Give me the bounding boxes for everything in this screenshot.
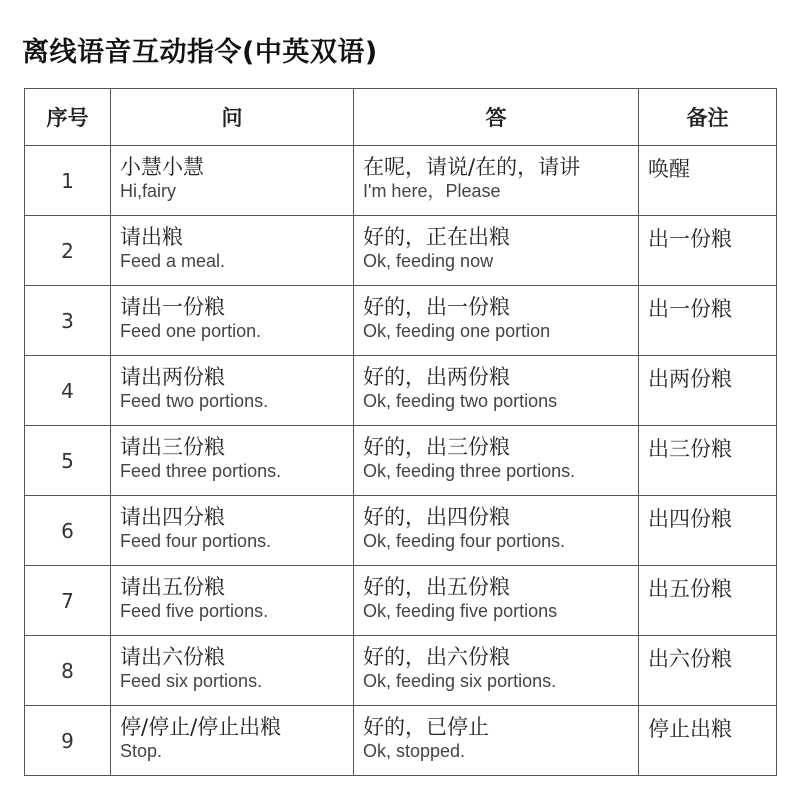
table-row	[25, 706, 777, 776]
voice-command-table	[24, 88, 777, 776]
row-number: 6	[25, 496, 111, 566]
note-text: 出一份粮	[648, 227, 732, 251]
answer-chinese: 好的，出三份粮	[363, 435, 510, 459]
ask-cell	[111, 216, 354, 286]
ask-cell	[111, 286, 354, 356]
answer-english: I'm here，Please	[363, 181, 501, 201]
note-text: 出六份粮	[648, 647, 732, 671]
ask-cell	[111, 566, 354, 636]
ask-cell	[111, 636, 354, 706]
answer-english: Ok, feeding two portions	[363, 391, 558, 411]
answer-chinese: 好的，出五份粮	[363, 575, 510, 599]
note-text: 停止出粮	[648, 717, 732, 741]
answer-chinese: 在呢，请说/在的，请讲	[363, 155, 581, 179]
header-no: 序号	[25, 89, 111, 146]
note-text: 出四份粮	[648, 507, 732, 531]
header-ask: 问	[111, 89, 354, 146]
ask-english: Feed six portions.	[120, 671, 263, 691]
answer-chinese: 好的，出四份粮	[363, 505, 510, 529]
answer-english: Ok, feeding now	[363, 251, 494, 271]
answer-cell	[354, 356, 639, 426]
note-text: 唤醒	[648, 157, 690, 181]
ask-chinese: 请出两份粮	[120, 365, 225, 389]
table-row	[25, 146, 777, 216]
answer-english: Ok, feeding five portions	[363, 601, 558, 621]
page-title: 离线语音互动指令(中英双语)	[22, 37, 378, 68]
answer-chinese: 好的，出两份粮	[363, 365, 510, 389]
answer-cell	[354, 496, 639, 566]
answer-english: Ok, feeding four portions.	[363, 531, 566, 551]
note-cell	[639, 146, 777, 216]
ask-cell	[111, 146, 354, 216]
ask-cell	[111, 496, 354, 566]
ask-cell	[111, 706, 354, 776]
row-number: 7	[25, 566, 111, 636]
note-cell	[639, 566, 777, 636]
table-row	[25, 496, 777, 566]
answer-english: Ok, feeding three portions.	[363, 461, 576, 481]
ask-cell	[111, 356, 354, 426]
answer-cell	[354, 566, 639, 636]
ask-chinese: 请出一份粮	[120, 295, 225, 319]
table-header-row	[25, 89, 777, 146]
ask-chinese: 停/停止/停止出粮	[120, 715, 282, 739]
row-number: 9	[25, 706, 111, 776]
ask-chinese: 请出三份粮	[120, 435, 225, 459]
table-row	[25, 216, 777, 286]
note-text: 出五份粮	[648, 577, 732, 601]
note-cell	[639, 286, 777, 356]
answer-english: Ok, feeding six portions.	[363, 671, 557, 691]
answer-cell	[354, 286, 639, 356]
answer-chinese: 好的，已停止	[363, 715, 489, 739]
answer-english: Ok, stopped.	[363, 741, 466, 761]
ask-english: Stop.	[120, 741, 163, 761]
ask-english: Feed one portion.	[120, 321, 262, 341]
ask-chinese: 请出四分粮	[120, 505, 225, 529]
header-note: 备注	[639, 89, 777, 146]
row-number: 1	[25, 146, 111, 216]
ask-english: Feed five portions.	[120, 601, 269, 621]
ask-english: Feed two portions.	[120, 391, 269, 411]
ask-chinese: 小慧小慧	[120, 155, 204, 179]
table-row	[25, 356, 777, 426]
note-cell	[639, 426, 777, 496]
row-number: 3	[25, 286, 111, 356]
answer-cell	[354, 216, 639, 286]
ask-english: Hi,fairy	[120, 181, 177, 201]
table-row	[25, 426, 777, 496]
table-row	[25, 566, 777, 636]
note-cell	[639, 636, 777, 706]
answer-cell	[354, 426, 639, 496]
answer-cell	[354, 636, 639, 706]
answer-cell	[354, 706, 639, 776]
ask-english: Feed four portions.	[120, 531, 272, 551]
row-number: 8	[25, 636, 111, 706]
ask-english: Feed a meal.	[120, 251, 226, 271]
ask-chinese: 请出六份粮	[120, 645, 225, 669]
row-number: 4	[25, 356, 111, 426]
ask-chinese: 请出粮	[120, 225, 183, 249]
header-answer: 答	[354, 89, 639, 146]
ask-chinese: 请出五份粮	[120, 575, 225, 599]
row-number: 2	[25, 216, 111, 286]
answer-english: Ok, feeding one portion	[363, 321, 551, 341]
note-cell	[639, 496, 777, 566]
note-text: 出一份粮	[648, 297, 732, 321]
answer-cell	[354, 146, 639, 216]
answer-chinese: 好的，出一份粮	[363, 295, 510, 319]
table-row	[25, 636, 777, 706]
note-text: 出两份粮	[648, 367, 732, 391]
table-row	[25, 286, 777, 356]
ask-english: Feed three portions.	[120, 461, 282, 481]
note-cell	[639, 356, 777, 426]
note-cell	[639, 706, 777, 776]
note-cell	[639, 216, 777, 286]
answer-chinese: 好的，正在出粮	[363, 225, 510, 249]
row-number: 5	[25, 426, 111, 496]
ask-cell	[111, 426, 354, 496]
answer-chinese: 好的，出六份粮	[363, 645, 510, 669]
note-text: 出三份粮	[648, 437, 732, 461]
